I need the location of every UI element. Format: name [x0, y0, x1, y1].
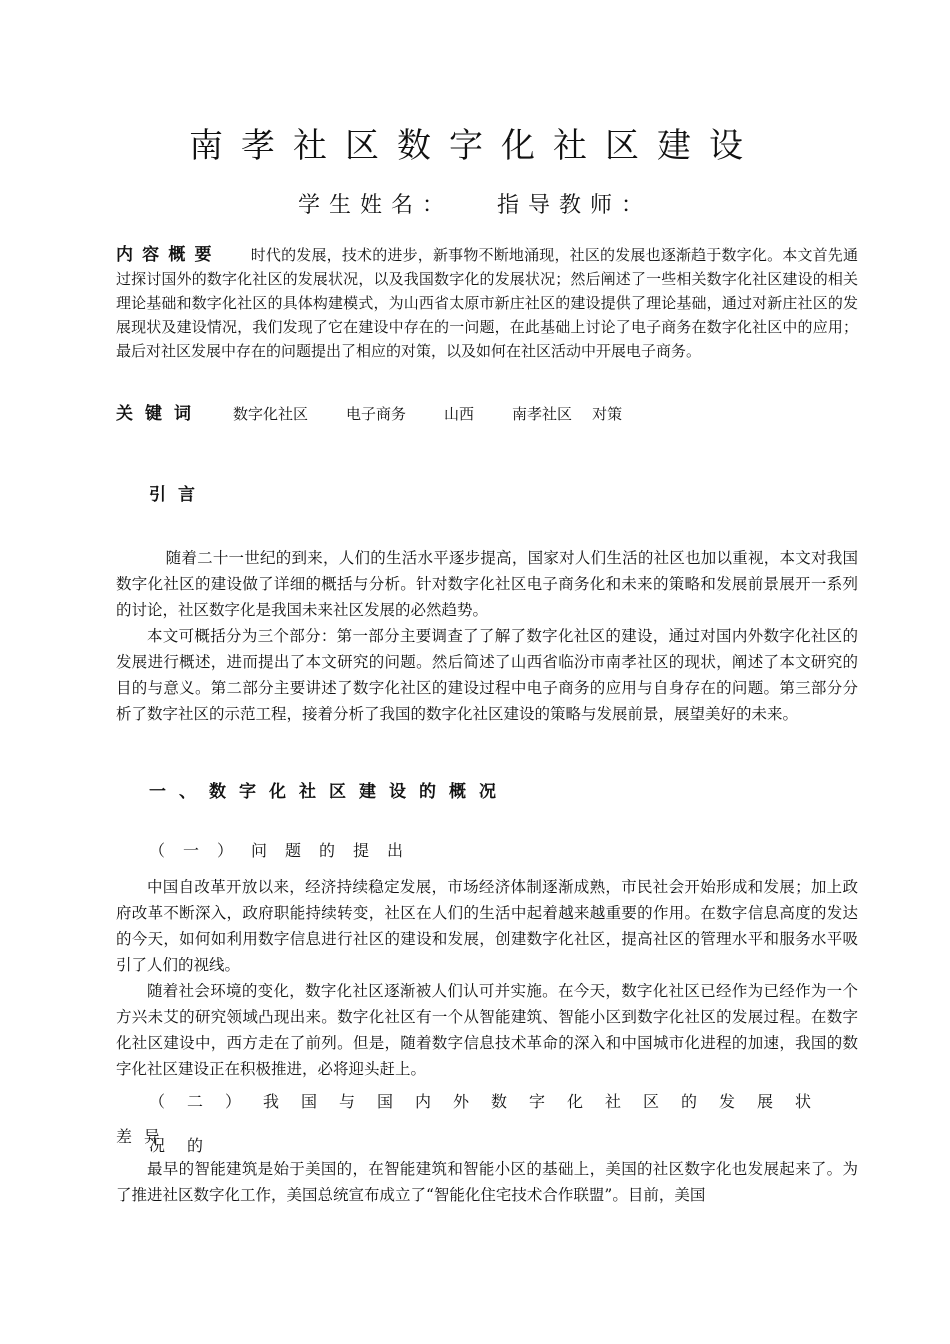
intro-heading: 引言	[149, 485, 207, 505]
abstract-text: 时代的发展，技术的进步，新事物不断地涌现，社区的发展也逐渐趋于数字化。本文首先通过探讨国外的数字化社区的发展状况，以及我国数字化的发展状况；然后阐述了一些相关数字化社区建设的相关理论基础和数字化社区的具体构建模式，为山西省太原市新庄社区的建设提供了理论基础，通过对新庄社区的发展现状及建设情况，我们发现了它在建设中存在的一问题，在此基础上讨论了电子商务在数字化社区中的应用；最后对社区发展中存在的问题提出了相应的对策，以及如何在社区活动中开展电子商务。	[116, 246, 858, 360]
body-paragraph: 中国自改革开放以来，经济持续稳定发展，市场经济体制逐渐成熟，市民社会开始形成和发展；加上政府改革不断深入，政府职能持续转变，社区在人们的生活中起着越来越重要的作用。在数字信息高度的发达的今天，如何如利用数字信息进行社区的建设和发展，创建数字化社区，提高社区的管理水平和服务水平吸引了人们的视线。	[116, 878, 858, 974]
advisor-name-label: 指导教师：	[497, 193, 653, 218]
keyword: 电子商务	[346, 405, 407, 423]
body-paragraph: 随着社会环境的变化，数字化社区逐渐被人们认可并实施。在今天，数字化社区已经作为已经作为一个方兴未艾的研究领域凸现出来。数字化社区有一个从智能建筑、智能小区到数字化社区的发展过程。在数字化社区建设中，西方走在了前列。但是，随着数字信息技术革命的深入和中国城市化进程的加速，我国的数字化社区建设正在积极推进，必将迎头赶上。	[116, 982, 858, 1078]
abstract	[116, 243, 858, 363]
body-paragraph: 最早的智能建筑是始于美国的，在智能建筑和智能小区的基础上，美国的社区数字化也发展起来了。为了推进社区数字化工作，美国总统宣布成立了“智能化住宅技术合作联盟”。目前，美国	[116, 1160, 858, 1204]
intro-paragraph: 随着二十一世纪的到来，人们的生活水平逐步提高，国家对人们生活的社区也加以重视，本文对我国数字化社区的建设做了详细的概括与分析。针对数字化社区电子商务化和未来的策略和发展前景展开一系列的讨论，社区数字化是我国未来社区发展的必然趋势。	[116, 549, 858, 619]
subsection-heading: （一）问题的提出	[149, 841, 422, 860]
paper-title: 南孝社区数字化社区建设	[189, 126, 761, 166]
subsection-heading-continuation: 差异	[116, 1127, 173, 1146]
intro-paragraph: 本文可概括分为三个部分：第一部分主要调查了了解了数字化社区的建设，通过对国内外数字化社区的发展进行概述，进而提出了本文研究的问题。然后简述了山西省临汾市南孝社区的现状，阐述了本文研究的目的与意义。第二部分主要讲述了数字化社区的建设过程中电子商务的应用与自身存在的问题。第三部分分析了数字社区的示范工程，接着分析了我国的数字化社区建设的策略与发展前景，展望美好的未来。	[116, 627, 858, 723]
author-line	[0, 188, 950, 219]
keyword: 对策	[592, 405, 623, 423]
subsection-heading: （二）我国与国内外数字化社区的发展状况的	[149, 1092, 834, 1155]
abstract-label: 内容概要	[116, 245, 221, 265]
keyword: 南孝社区	[512, 405, 573, 423]
section-heading: 一、数字化社区建设的概况	[149, 782, 509, 802]
student-name-label: 学生姓名：	[297, 193, 453, 218]
keyword: 数字化社区	[233, 405, 309, 423]
keyword: 山西	[444, 405, 475, 423]
keywords	[116, 402, 858, 426]
keywords-label: 关键词	[116, 404, 203, 424]
